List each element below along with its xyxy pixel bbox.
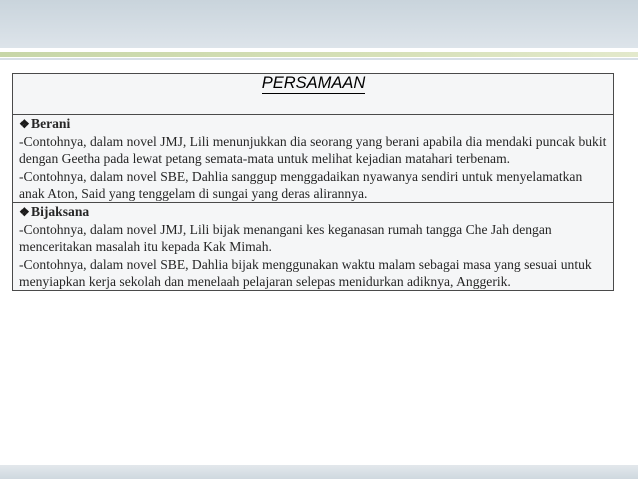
example-paragraph: -Contohnya, dalam novel JMJ, Lili menunjukkan dia seorang yang berani apabila dia mendaki puncak bukit dengan Geetha pada lewat petang semata-mata untuk melihat kejadian matahari terbenam. (19, 134, 607, 167)
table-header-title: PERSAMAAN (261, 74, 366, 92)
diamond-bullet-icon: ❖ (19, 117, 30, 131)
trait-cell-bijaksana (13, 203, 614, 291)
table-header-row (13, 74, 614, 115)
slide-top-band (0, 0, 638, 48)
trait-title-text: Bijaksana (31, 204, 90, 220)
example-paragraph: -Contohnya, dalam novel JMJ, Lili bijak menangani kes keganasan rumah tangga Che Jah dengan menceritakan masalah itu kepada Kak Mimah. (19, 222, 552, 255)
comparison-table (12, 73, 614, 291)
example-paragraph: -Contohnya, dalam novel SBE, Dahlia bijak menggunakan waktu malam sebagai masa yang sesuai untuk menyiapkan kerja sekolah dan menelaah pelajaran selepas menidurkan adiknya, Anggerik. (19, 256, 592, 289)
trait-title (19, 115, 608, 133)
table-header-cell (13, 74, 614, 115)
slide-accent-line (0, 48, 638, 64)
diamond-bullet-icon: ❖ (19, 205, 30, 220)
trait-cell-berani (13, 115, 614, 203)
table-row (13, 203, 614, 291)
example-paragraph: -Contohnya, dalam novel SBE, Dahlia sanggup menggadaikan nyawanya sendiri untuk menyelamatkan anak Aton, Said yang tenggelam di sungai yang deras alirannya. (19, 168, 583, 201)
table-row (13, 115, 614, 203)
trait-title (19, 203, 608, 221)
slide-bottom-band (0, 465, 638, 479)
trait-title-text: Berani (31, 116, 71, 131)
